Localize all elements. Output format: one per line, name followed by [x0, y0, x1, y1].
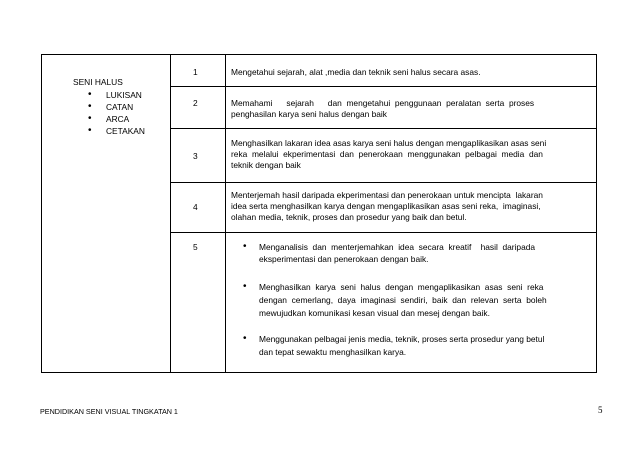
table-border-bottom	[41, 372, 597, 373]
table-divider-1	[170, 54, 171, 372]
footer-title: PENDIDIKAN SENI VISUAL TINGKATAN 1	[40, 407, 178, 416]
bullet-dot: •	[88, 125, 92, 136]
row-text-line: penghasilan karya seni halus dengan baik	[231, 109, 387, 119]
table-border-left	[41, 54, 42, 372]
page-number: 5	[598, 405, 603, 415]
row-text-line: olahan media, teknik, proses dan prosedur yang baik dan betul.	[231, 212, 467, 222]
bullet-dot: •	[243, 241, 247, 252]
row-number: 1	[193, 67, 198, 77]
row-number: 5	[193, 242, 198, 252]
bullet-text-line: mewujudkan komunikasi kesan visual dan mesej dengan baik.	[259, 308, 490, 318]
subject-item: LUKISAN	[106, 90, 142, 100]
bullet-text-line: Menggunakan pelbagai jenis media, teknik, proses serta prosedur yang betul	[259, 334, 545, 344]
row-text-line: Menterjemah hasil daripada ekperimentasi dan penerokaan untuk mencipta lakaran	[231, 190, 543, 200]
row-number: 3	[193, 151, 198, 161]
subject-item: CATAN	[106, 102, 134, 112]
bullet-dot: •	[243, 333, 247, 344]
row-text-line: Menghasilkan lakaran idea asas karya seni halus dengan mengaplikasikan asas seni	[231, 138, 547, 148]
subject-heading: SENI HALUS	[73, 77, 123, 87]
bullet-dot: •	[243, 281, 247, 292]
bullet-text-line: dengan cemerlang, daya imaginasi sendiri, baik dan relevan serta boleh	[259, 295, 547, 305]
row-separator-1	[170, 86, 597, 87]
bullet-text-line: eksperimentasi dan penerokaan dengan baik.	[259, 254, 429, 264]
table-border-top	[41, 54, 597, 55]
table-border-right	[596, 54, 597, 372]
row-text-line: Memahami sejarah dan mengetahui penggunaan peralatan serta proses	[231, 98, 535, 108]
bullet-text-line: Menganalisis dan menterjemahkan idea secara kreatif hasil daripada	[259, 242, 536, 252]
row-number: 2	[193, 98, 198, 108]
table-divider-2	[225, 54, 226, 372]
bullet-text-line: dan tepat sewaktu menghasilkan karya.	[259, 347, 407, 357]
bullet-dot: •	[88, 89, 92, 100]
row-text-line: reka melalui ekperimentasi dan penerokaan menggunakan pelbagai media dan	[231, 149, 543, 159]
bullet-text-line: Menghasilkan karya seni halus dengan mengaplikasikan asas seni reka	[259, 282, 544, 292]
row-text-line: idea serta menghasilkan karya dengan mengaplikasikan asas seni reka, imaginasi,	[231, 201, 541, 211]
row-separator-3	[170, 182, 597, 183]
bullet-dot: •	[88, 101, 92, 112]
row-text-line: teknik dengan baik	[231, 160, 301, 170]
subject-item: CETAKAN	[106, 126, 145, 136]
row-separator-4	[170, 232, 597, 233]
row-text-line: Mengetahui sejarah, alat ,media dan teknik seni halus secara asas.	[231, 67, 481, 77]
row-number: 4	[193, 202, 198, 212]
bullet-dot: •	[88, 113, 92, 124]
row-separator-2	[170, 128, 597, 129]
subject-item: ARCA	[106, 114, 130, 124]
